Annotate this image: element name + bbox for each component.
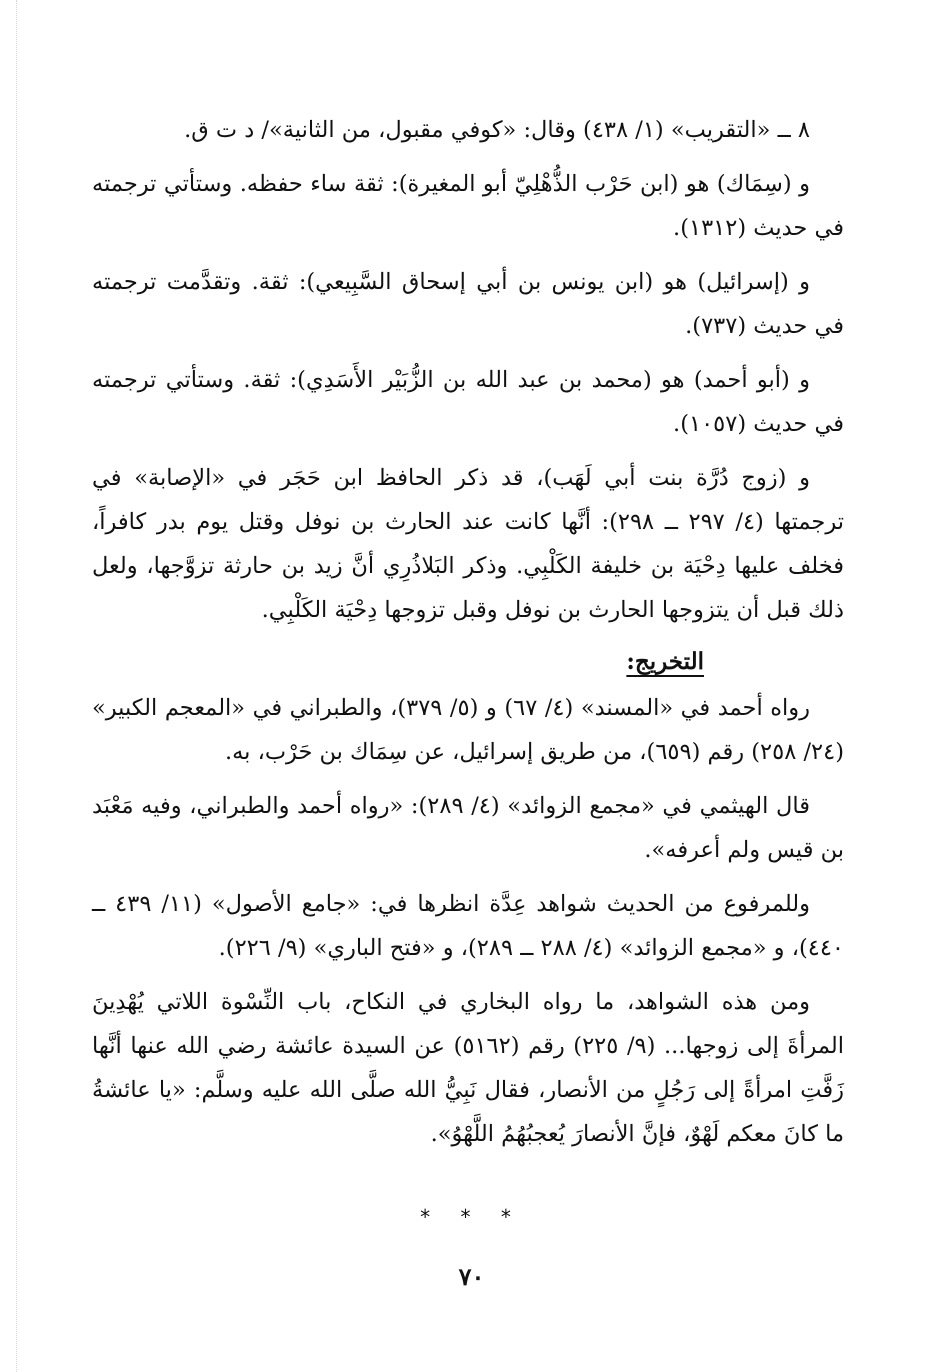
section-separator-stars: * * * [420,1205,523,1229]
durra-husband-paragraph: و (زوج دُرَّة بنت أبي لَهَب)، قد ذكر الحافظ ابن حَجَر في «الإصابة» في ترجمتها (٤/ ٢٩٧ ــ ٢٩٨): أنَّها كانت عند الحارث بن نوفل وقتل يوم بدر كافراً، فخلف عليها دِحْيَة بن خليفة الكَلْبِي. وذكر البَلاذُرِي أنَّ زيد بن حارثة تزوَّجها، ولعل ذلك قبل أن يتزوجها الحارث بن نوفل وقبل تزوجها دِحْيَة الكَلْبِي. [92,465,844,623]
takhrij-paragraph-haythami: قال الهيثمي في «مجمع الزوائد» (٤/ ٢٨٩): «رواه أحمد والطبراني، وفيه مَعْبَد بن قيس ولم أعرفه». [92,793,844,863]
takhrij-paragraph-ahmad: رواه أحمد في «المسند» (٤/ ٦٧) و (٥/ ٣٧٩)، والطبراني في «المعجم الكبير» (٢٤/ ٢٥٨) رقم (٦٥٩)، من طريق إسرائيل، عن سِمَاك بن حَرْب، به. [92,695,844,765]
takhrij-paragraph-bukhari: ومن هذه الشواهد، ما رواه البخاري في النكاح، باب النِّسْوة اللاتي يُهْدِينَ المرأةَ إلى زوجها... (٩/ ٢٢٥) رقم (٥١٦٢) عن السيدة عائشة رضي الله عنها أنَّها زَفَّتِ امرأةً إلى رَجُلٍ من الأنصار، فقال نَبِيُّ الله صلَّى الله عليه وسلَّم: «يا عائشةُ ما كانَ معكم لَهْوٌ، فإنَّ الأنصارَ يُعجبُهُمُ اللَّهْوُ». [92,989,844,1147]
takhrij-heading: التخريج: [626,648,704,675]
narrator-abu-ahmad-paragraph: و (أبو أحمد) هو (محمد بن عبد الله بن الزُّبَيْر الأَسَدِي): ثقة. وستأتي ترجمته في حديث (١٠٥٧). [92,367,844,437]
takhrij-paragraph-shawahid: وللمرفوع من الحديث شواهد عِدَّة انظرها في: «جامع الأصول» (١١/ ٤٣٩ ــ ٤٤٠)، و «مجمع الزوائد» (٤/ ٢٨٨ ــ ٢٨٩)، و «فتح الباري» (٩/ ٢٢٦). [92,891,844,961]
page-number: ٧٠ [458,1262,485,1291]
page-edge-divider [16,0,18,1372]
narrator-simak-paragraph: و (سِمَاك) هو (ابن حَرْب الذُّهْلِيّ أبو المغيرة): ثقة ساء حفظه. وستأتي ترجمته في حديث (١٣١٢). [92,171,844,241]
footnote-paragraph-8: ٨ ــ «التقريب» (١/ ٤٣٨) وقال: «كوفي مقبول، من الثانية»/ د ت ق. [184,117,810,143]
main-text [92,108,844,1166]
narrator-israil-paragraph: و (إسرائيل) هو (ابن يونس بن أبي إسحاق السَّبِيعي): ثقة. وتقدَّمت ترجمته في حديث (٧٣٧). [92,269,844,339]
